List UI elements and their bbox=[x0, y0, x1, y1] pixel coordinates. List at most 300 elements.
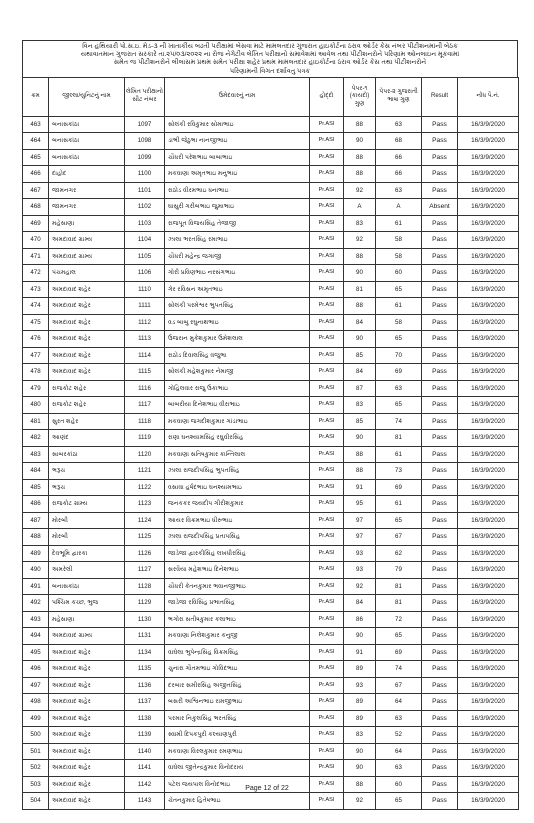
table-row bbox=[23, 298, 519, 315]
cell-district: મહેસાણા bbox=[49, 215, 125, 232]
cell-name: ચૌધરી પરેશભાઇ બાબાભાઇ bbox=[165, 149, 310, 166]
table-row bbox=[23, 710, 519, 727]
cell-post: Pr.ASI bbox=[310, 215, 344, 232]
cell-seat: 1143 bbox=[125, 793, 165, 810]
cell-seat: 1116 bbox=[125, 380, 165, 397]
col-header-name: ઉમેદવારનું નામ bbox=[165, 77, 310, 116]
cell-date: 16/3/9/2020 bbox=[458, 545, 519, 562]
cell-seat: 1098 bbox=[125, 133, 165, 150]
cell-name: મકવાણા જગદીશકુમાર ગાંડાભાઇ bbox=[165, 413, 310, 430]
table-row bbox=[23, 512, 519, 529]
cell-seat: 1136 bbox=[125, 677, 165, 694]
cell-sr: 495 bbox=[23, 644, 49, 661]
cell-seat: 1114 bbox=[125, 347, 165, 364]
cell-paper1: 83 bbox=[344, 397, 376, 414]
cell-name: ડાભી જેઠુભા નાનજીભાઇ bbox=[165, 133, 310, 150]
cell-post: Pr.ASI bbox=[310, 116, 344, 133]
cell-sr: 487 bbox=[23, 512, 49, 529]
cell-name: મકવાણા નિલેશકુમાર કનુજી bbox=[165, 628, 310, 645]
cell-paper2: 69 bbox=[376, 364, 422, 381]
cell-name: રાઠોડ વીરમભાઇ ધનાભાઇ bbox=[165, 182, 310, 199]
cell-paper2: 63 bbox=[376, 182, 422, 199]
cell-result: Pass bbox=[422, 215, 458, 232]
col-header-result: Result bbox=[422, 77, 458, 116]
cell-name: સોલંકી મહેશકુમાર નેમાજી bbox=[165, 364, 310, 381]
cell-date: 16/3/9/2020 bbox=[458, 677, 519, 694]
table-row bbox=[23, 413, 519, 430]
cell-sr: 470 bbox=[23, 232, 49, 249]
cell-paper1: 87 bbox=[344, 380, 376, 397]
table-row bbox=[23, 314, 519, 331]
table-row bbox=[23, 479, 519, 496]
cell-date: 16/3/9/2020 bbox=[458, 298, 519, 315]
cell-district: અમદાવાદ શહેર bbox=[49, 743, 125, 760]
table-row bbox=[23, 578, 519, 595]
cell-seat: 1137 bbox=[125, 694, 165, 711]
cell-sr: 481 bbox=[23, 413, 49, 430]
cell-date: 16/3/9/2020 bbox=[458, 397, 519, 414]
cell-paper1: 85 bbox=[344, 413, 376, 430]
cell-seat: 1111 bbox=[125, 298, 165, 315]
table-row bbox=[23, 677, 519, 694]
table-row bbox=[23, 694, 519, 711]
cell-paper1: 89 bbox=[344, 694, 376, 711]
cell-date: 16/3/9/2020 bbox=[458, 199, 519, 216]
cell-seat: 1131 bbox=[125, 628, 165, 645]
cell-date: 16/3/9/2020 bbox=[458, 776, 519, 793]
table-row bbox=[23, 611, 519, 628]
table-row bbox=[23, 364, 519, 381]
cell-district: અમદાવાદ શહેર bbox=[49, 661, 125, 678]
cell-sr: 504 bbox=[23, 793, 49, 810]
cell-name: વાઘેલા જીતેન્દ્રકુમાર વિનોદરાય bbox=[165, 760, 310, 777]
cell-date: 16/3/9/2020 bbox=[458, 446, 519, 463]
cell-name: ચેતનકુમાર હિતેષભાઇ bbox=[165, 793, 310, 810]
table-row bbox=[23, 661, 519, 678]
cell-post: Pr.ASI bbox=[310, 281, 344, 298]
cell-sr: 485 bbox=[23, 479, 49, 496]
cell-paper2: 81 bbox=[376, 430, 422, 447]
cell-seat: 1123 bbox=[125, 496, 165, 513]
cell-sr: 466 bbox=[23, 166, 49, 183]
table-row bbox=[23, 545, 519, 562]
cell-seat: 1120 bbox=[125, 446, 165, 463]
cell-result: Pass bbox=[422, 149, 458, 166]
cell-result: Pass bbox=[422, 578, 458, 595]
cell-district: રાજકોટ શહેર bbox=[49, 380, 125, 397]
cell-post: Pr.ASI bbox=[310, 331, 344, 348]
cell-name: ભગોરા સતીષકુમાર કલાભાઇ bbox=[165, 611, 310, 628]
cell-district: આણંદ bbox=[49, 430, 125, 447]
cell-name: ગોહિલવાર રાજુ ઉકાભાઇ bbox=[165, 380, 310, 397]
cell-name: સોલંકી પરમેશ્વર ભુપતસિંહ bbox=[165, 298, 310, 315]
cell-post: Pr.ASI bbox=[310, 694, 344, 711]
cell-paper2: 81 bbox=[376, 578, 422, 595]
cell-paper1: 81 bbox=[344, 281, 376, 298]
cell-post: Pr.ASI bbox=[310, 529, 344, 546]
cell-sr: 482 bbox=[23, 430, 49, 447]
cell-name: રાણા ઘનશ્યામસિંહ રઘુવીરસિંહ bbox=[165, 430, 310, 447]
cell-name: જનકકર જયદીપ ગીરીશકુમાર bbox=[165, 496, 310, 513]
cell-district: મોરબી bbox=[49, 512, 125, 529]
table-row bbox=[23, 380, 519, 397]
cell-paper2: 73 bbox=[376, 463, 422, 480]
col-header-paper2: પેપર-૨ ગુજરાતી ભાષા ગુણ bbox=[376, 77, 422, 116]
cell-sr: 468 bbox=[23, 199, 49, 216]
cell-date: 16/3/9/2020 bbox=[458, 727, 519, 744]
cell-paper2: 63 bbox=[376, 116, 422, 133]
cell-date: 16/3/9/2020 bbox=[458, 562, 519, 579]
table-row bbox=[23, 397, 519, 414]
cell-seat: 1117 bbox=[125, 397, 165, 414]
cell-result: Pass bbox=[422, 446, 458, 463]
table-row bbox=[23, 727, 519, 744]
cell-name: રાજપૂત વિજયસિંહ તેજાજી bbox=[165, 215, 310, 232]
cell-post: Pr.ASI bbox=[310, 463, 344, 480]
cell-paper2: 65 bbox=[376, 628, 422, 645]
cell-date: 16/3/9/2020 bbox=[458, 694, 519, 711]
cell-district: જામનગર bbox=[49, 182, 125, 199]
cell-seat: 1141 bbox=[125, 760, 165, 777]
page-number: Page 12 of 22 bbox=[245, 785, 289, 792]
cell-result: Absent bbox=[422, 199, 458, 216]
cell-result: Pass bbox=[422, 133, 458, 150]
cell-result: Pass bbox=[422, 545, 458, 562]
cell-post: Pr.ASI bbox=[310, 479, 344, 496]
cell-paper1: 88 bbox=[344, 166, 376, 183]
cell-district: અમદાવાદ શહેર bbox=[49, 347, 125, 364]
table-row bbox=[23, 463, 519, 480]
cell-district: દેવભૂમિ દ્વારકા bbox=[49, 545, 125, 562]
cell-sr: 493 bbox=[23, 611, 49, 628]
cell-result: Pass bbox=[422, 793, 458, 810]
cell-paper1: 93 bbox=[344, 545, 376, 562]
table-row bbox=[23, 347, 519, 364]
header-line: વિન હથિયારી પો.સ.ઇ. મેડ-૩ ની ખાતાકીય બઢતી પરીક્ષામાં બેસવા માટે મામલતદાર ગુજરાત હાઇકોર્ટના ઠરાવ ઓર્ડર કેસ નંબર પીટીશનમાંની બેઠક bbox=[82, 43, 458, 50]
cell-name: ઘાસુરી ગરીબભાઇ જુમાભાઇ bbox=[165, 199, 310, 216]
cell-name: સ્વામી દિપકપુરી કલ્યાણપુરી bbox=[165, 727, 310, 744]
cell-paper2: 58 bbox=[376, 248, 422, 265]
cell-seat: 1142 bbox=[125, 776, 165, 793]
cell-seat: 1135 bbox=[125, 661, 165, 678]
cell-paper1: 92 bbox=[344, 793, 376, 810]
cell-result: Pass bbox=[422, 710, 458, 727]
cell-district: અમદાવાદ શહેર bbox=[49, 710, 125, 727]
cell-name: આયર વિક્રમભાઇ ધીરુભાઇ bbox=[165, 512, 310, 529]
table-row bbox=[23, 281, 519, 298]
cell-date: 16/3/9/2020 bbox=[458, 133, 519, 150]
cell-date: 16/3/9/2020 bbox=[458, 364, 519, 381]
cell-sr: 475 bbox=[23, 314, 49, 331]
cell-seat: 1115 bbox=[125, 364, 165, 381]
cell-sr: 474 bbox=[23, 298, 49, 315]
cell-result: Pass bbox=[422, 380, 458, 397]
cell-paper1: 89 bbox=[344, 710, 376, 727]
table-header-row bbox=[23, 77, 519, 116]
cell-result: Pass bbox=[422, 776, 458, 793]
cell-paper1: 83 bbox=[344, 215, 376, 232]
cell-post: Pr.ASI bbox=[310, 298, 344, 315]
cell-seat: 1106 bbox=[125, 265, 165, 282]
cell-paper1: 83 bbox=[344, 727, 376, 744]
cell-result: Pass bbox=[422, 694, 458, 711]
cell-paper2: 65 bbox=[376, 281, 422, 298]
cell-name: ઝાલા રાજદીપસિંહ ભુપતસિંહ bbox=[165, 463, 310, 480]
cell-date: 16/3/9/2020 bbox=[458, 479, 519, 496]
cell-sr: 488 bbox=[23, 529, 49, 546]
cell-district: બનાસકાંઠા bbox=[49, 133, 125, 150]
cell-paper2: 67 bbox=[376, 529, 422, 546]
table-row bbox=[23, 628, 519, 645]
cell-paper2: 61 bbox=[376, 298, 422, 315]
cell-sr: 469 bbox=[23, 215, 49, 232]
cell-name: ચૌધરી કેતનકુમાર ભવાનજીભાઇ bbox=[165, 578, 310, 595]
cell-district: રાજકોટ ગ્રામ્ય bbox=[49, 496, 125, 513]
cell-seat: 1113 bbox=[125, 331, 165, 348]
cell-seat: 1121 bbox=[125, 463, 165, 480]
cell-name: ગેર રવિસન અમૃતભાઇ bbox=[165, 281, 310, 298]
cell-result: Pass bbox=[422, 496, 458, 513]
cell-name: દરબાર સમીરસિંહ અજીતસિંહ bbox=[165, 677, 310, 694]
cell-result: Pass bbox=[422, 248, 458, 265]
cell-seat: 1099 bbox=[125, 149, 165, 166]
cell-sr: 496 bbox=[23, 661, 49, 678]
col-header-district: જીલ્લા/યુનિટનું નામ bbox=[49, 77, 125, 116]
cell-seat: 1130 bbox=[125, 611, 165, 628]
cell-post: Pr.ASI bbox=[310, 595, 344, 612]
cell-sr: 490 bbox=[23, 562, 49, 579]
table-row bbox=[23, 199, 519, 216]
cell-paper2: 65 bbox=[376, 331, 422, 348]
col-header-sr: ક્રમ bbox=[23, 77, 49, 116]
cell-date: 16/3/9/2020 bbox=[458, 215, 519, 232]
table-row bbox=[23, 133, 519, 150]
cell-sr: 500 bbox=[23, 727, 49, 744]
table-row bbox=[23, 331, 519, 348]
cell-date: 16/3/9/2020 bbox=[458, 116, 519, 133]
cell-name: ઉજરાન મુકેશકુમાર ઉમેશલાલ bbox=[165, 331, 310, 348]
results-table bbox=[22, 77, 519, 810]
table-row bbox=[23, 760, 519, 777]
cell-post: Pr.ASI bbox=[310, 760, 344, 777]
cell-paper2: 79 bbox=[376, 562, 422, 579]
cell-name: પટેલ જયપાલ વિનોદભાઇ bbox=[165, 776, 310, 793]
cell-date: 16/3/9/2020 bbox=[458, 463, 519, 480]
cell-post: Pr.ASI bbox=[310, 512, 344, 529]
cell-sr: 492 bbox=[23, 595, 49, 612]
cell-district: બનાસકાંઠા bbox=[49, 149, 125, 166]
table-row bbox=[23, 166, 519, 183]
cell-post: Pr.ASI bbox=[310, 265, 344, 282]
table-row bbox=[23, 595, 519, 612]
cell-date: 16/3/9/2020 bbox=[458, 265, 519, 282]
cell-result: Pass bbox=[422, 430, 458, 447]
cell-district: અમદાવાદ શહેર bbox=[49, 281, 125, 298]
table-row bbox=[23, 430, 519, 447]
cell-paper2: 69 bbox=[376, 644, 422, 661]
cell-sr: 476 bbox=[23, 331, 49, 348]
cell-district: મહેસાણા bbox=[49, 611, 125, 628]
cell-district: અમરેલી bbox=[49, 562, 125, 579]
cell-seat: 1128 bbox=[125, 578, 165, 595]
cell-paper2: 61 bbox=[376, 496, 422, 513]
cell-paper1: 91 bbox=[344, 479, 376, 496]
cell-paper1: 89 bbox=[344, 661, 376, 678]
cell-paper1: 90 bbox=[344, 265, 376, 282]
cell-district: અમદાવાદ ગ્રામ્ય bbox=[49, 248, 125, 265]
cell-result: Pass bbox=[422, 760, 458, 777]
cell-paper2: 67 bbox=[376, 677, 422, 694]
cell-paper2: 64 bbox=[376, 694, 422, 711]
cell-paper1: 93 bbox=[344, 562, 376, 579]
cell-sr: 497 bbox=[23, 677, 49, 694]
cell-paper2: 66 bbox=[376, 166, 422, 183]
header-line: પરિણામની વિગત દર્શાવતુ પત્રક bbox=[229, 67, 311, 75]
cell-paper2: 74 bbox=[376, 661, 422, 678]
cell-paper2: 63 bbox=[376, 380, 422, 397]
cell-district: અમદાવાદ શહેર bbox=[49, 760, 125, 777]
cell-post: Pr.ASI bbox=[310, 182, 344, 199]
cell-date: 16/3/9/2020 bbox=[458, 644, 519, 661]
cell-result: Pass bbox=[422, 611, 458, 628]
cell-date: 16/3/9/2020 bbox=[458, 512, 519, 529]
cell-district: સાબરકાંઠા bbox=[49, 446, 125, 463]
header-line: યથાવાતમાન ગુજરાત સરકારે તા.૨૫/૦૩/૨૦૨૨ ના રોજ નેગેટીવ લેખિત પરીક્ષાનો સમાવેશમાં આવેલ તથા પીટીશનરોને પરિણામ ઓનલાઇન મૂકવામાં bbox=[80, 51, 460, 59]
cell-result: Pass bbox=[422, 331, 458, 348]
cell-result: Pass bbox=[422, 166, 458, 183]
cell-name: ઝાલા ભરતસિંહ રમાભાઇ bbox=[165, 232, 310, 249]
cell-paper2: 63 bbox=[376, 710, 422, 727]
cell-result: Pass bbox=[422, 265, 458, 282]
cell-paper2: 62 bbox=[376, 545, 422, 562]
cell-result: Pass bbox=[422, 529, 458, 546]
cell-name: બાબરીયા દિનેશભાઇ વીરાભાઇ bbox=[165, 397, 310, 414]
cell-sr: 489 bbox=[23, 545, 49, 562]
table-row bbox=[23, 265, 519, 282]
cell-result: Pass bbox=[422, 413, 458, 430]
cell-result: Pass bbox=[422, 644, 458, 661]
document-header bbox=[22, 40, 518, 77]
cell-seat: 1097 bbox=[125, 116, 165, 133]
cell-paper1: 90 bbox=[344, 430, 376, 447]
cell-paper1: 84 bbox=[344, 595, 376, 612]
cell-seat: 1103 bbox=[125, 215, 165, 232]
cell-post: Pr.ASI bbox=[310, 380, 344, 397]
cell-paper1: 90 bbox=[344, 628, 376, 645]
cell-date: 16/3/9/2020 bbox=[458, 413, 519, 430]
cell-paper2: 69 bbox=[376, 479, 422, 496]
cell-sr: 478 bbox=[23, 364, 49, 381]
cell-name: ગોરી પ્રવિણભાઇ નરસંગભાઇ bbox=[165, 265, 310, 282]
cell-date: 16/3/9/2020 bbox=[458, 232, 519, 249]
cell-seat: 1139 bbox=[125, 727, 165, 744]
cell-paper1: A bbox=[344, 199, 376, 216]
cell-seat: 1126 bbox=[125, 545, 165, 562]
cell-sr: 486 bbox=[23, 496, 49, 513]
cell-date: 16/3/9/2020 bbox=[458, 347, 519, 364]
cell-name: સોલંકી રવિકુમાર સોમાભાઇ bbox=[165, 116, 310, 133]
cell-sr: 467 bbox=[23, 182, 49, 199]
cell-district: અમદાવાદ શહેર bbox=[49, 644, 125, 661]
table-row bbox=[23, 562, 519, 579]
cell-result: Pass bbox=[422, 727, 458, 744]
cell-sr: 471 bbox=[23, 248, 49, 265]
cell-post: Pr.ASI bbox=[310, 446, 344, 463]
cell-post: Pr.ASI bbox=[310, 397, 344, 414]
cell-post: Pr.ASI bbox=[310, 413, 344, 430]
cell-post: Pr.ASI bbox=[310, 727, 344, 744]
cell-result: Pass bbox=[422, 182, 458, 199]
document-page bbox=[22, 40, 518, 810]
cell-paper2: 58 bbox=[376, 314, 422, 331]
cell-name: રાઠોડ દિવાલસિંહ વજુભા bbox=[165, 347, 310, 364]
cell-name: વસાવા હર્ષદભાઇ ઘનશ્યામભાઇ bbox=[165, 479, 310, 496]
cell-paper1: 88 bbox=[344, 248, 376, 265]
cell-date: 16/3/9/2020 bbox=[458, 314, 519, 331]
cell-result: Pass bbox=[422, 298, 458, 315]
cell-paper1: 84 bbox=[344, 364, 376, 381]
cell-paper1: 92 bbox=[344, 232, 376, 249]
cell-paper2: 52 bbox=[376, 727, 422, 744]
cell-paper1: 92 bbox=[344, 182, 376, 199]
cell-paper1: 90 bbox=[344, 760, 376, 777]
cell-seat: 1140 bbox=[125, 743, 165, 760]
cell-sr: 494 bbox=[23, 628, 49, 645]
table-row bbox=[23, 793, 519, 810]
table-row bbox=[23, 182, 519, 199]
cell-name: ચુનારા ગૌતમભાઇ ગોવિંદભાઇ bbox=[165, 661, 310, 678]
cell-district: મોરબી bbox=[49, 529, 125, 546]
cell-name: વાઘેલા ભુપેન્દ્રસિંહ વિક્રમસિંહ bbox=[165, 644, 310, 661]
cell-district: દાહોદ bbox=[49, 166, 125, 183]
cell-result: Pass bbox=[422, 677, 458, 694]
cell-date: 16/3/9/2020 bbox=[458, 743, 519, 760]
cell-sr: 480 bbox=[23, 397, 49, 414]
cell-name: મકવાણા સતિષકુમાર કાન્તિલાલ bbox=[165, 446, 310, 463]
cell-sr: 472 bbox=[23, 265, 49, 282]
cell-result: Pass bbox=[422, 743, 458, 760]
table-row bbox=[23, 496, 519, 513]
cell-date: 16/3/9/2020 bbox=[458, 331, 519, 348]
cell-district: અમદાવાદ શહેર bbox=[49, 793, 125, 810]
cell-result: Pass bbox=[422, 661, 458, 678]
table-row bbox=[23, 232, 519, 249]
cell-sr: 463 bbox=[23, 116, 49, 133]
cell-result: Pass bbox=[422, 116, 458, 133]
cell-seat: 1124 bbox=[125, 512, 165, 529]
cell-post: Pr.ASI bbox=[310, 314, 344, 331]
cell-result: Pass bbox=[422, 479, 458, 496]
cell-date: 16/3/9/2020 bbox=[458, 149, 519, 166]
cell-seat: 1129 bbox=[125, 595, 165, 612]
cell-result: Pass bbox=[422, 595, 458, 612]
table-row bbox=[23, 215, 519, 232]
cell-district: અમદાવાદ શહેર bbox=[49, 694, 125, 711]
cell-sr: 484 bbox=[23, 463, 49, 480]
table-row bbox=[23, 529, 519, 546]
table-row bbox=[23, 644, 519, 661]
cell-date: 16/3/9/2020 bbox=[458, 529, 519, 546]
col-header-seat: લેખિત પરીક્ષાનો સીટ નંબર bbox=[125, 77, 165, 116]
cell-date: 16/3/9/2020 bbox=[458, 760, 519, 777]
cell-sr: 503 bbox=[23, 776, 49, 793]
cell-date: 16/3/9/2020 bbox=[458, 611, 519, 628]
cell-post: Pr.ASI bbox=[310, 743, 344, 760]
cell-paper1: 97 bbox=[344, 512, 376, 529]
cell-post: Pr.ASI bbox=[310, 628, 344, 645]
cell-post: Pr.ASI bbox=[310, 166, 344, 183]
cell-paper1: 85 bbox=[344, 347, 376, 364]
